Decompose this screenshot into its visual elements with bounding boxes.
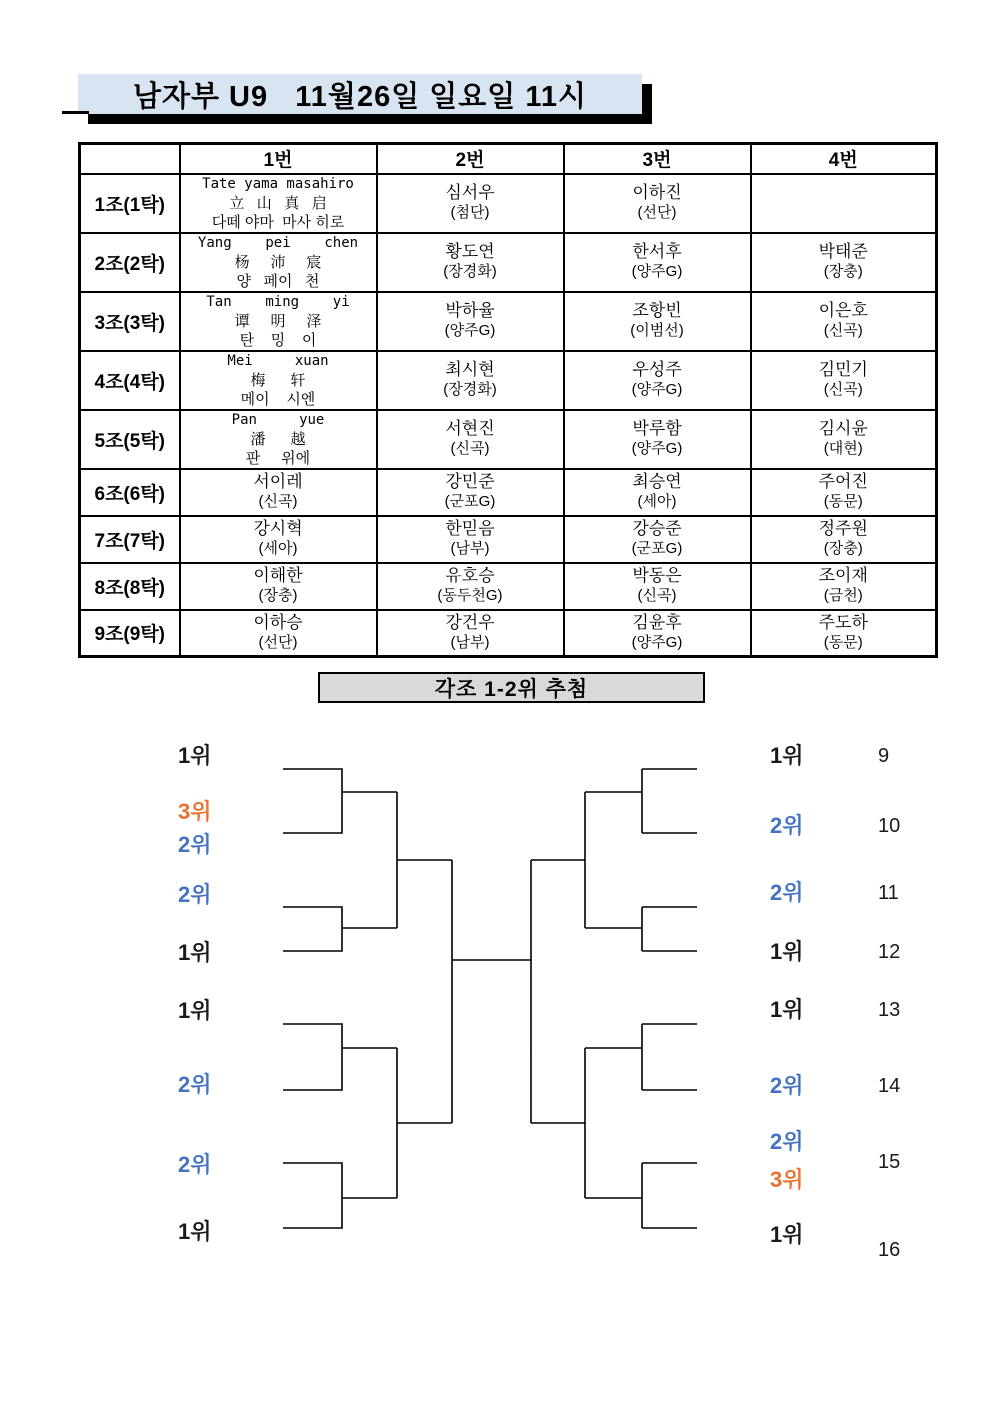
player-name: 立 山 真 启 — [229, 194, 327, 212]
player-name: 강민준 — [445, 472, 495, 492]
player-club: (선단) — [258, 633, 298, 651]
player-name: Mei xuan — [227, 352, 329, 369]
player-club: (대현) — [823, 440, 863, 458]
player-name: 다떼 야마 마사 히로 — [211, 213, 345, 231]
player-club: (군포G) — [444, 493, 496, 511]
player-name: 조이재 — [818, 566, 868, 586]
player-club: (동문) — [823, 493, 863, 511]
player-name: 박루함 — [632, 419, 682, 439]
player-name: 판 위에 — [245, 449, 311, 467]
player-name: 한서후 — [632, 242, 682, 262]
player-name: 유호승 — [445, 566, 495, 586]
seed-label: 1위 — [178, 940, 212, 965]
player-name: 탄 밍 이 — [239, 331, 317, 349]
player-name: 杨 沛 宸 — [234, 253, 322, 271]
slot-number: 9 — [878, 745, 890, 767]
player-club: (첨단) — [450, 204, 490, 222]
player-club: (양주G) — [631, 440, 683, 458]
player-club: (세아) — [637, 493, 677, 511]
seed-label: 3위 — [178, 799, 212, 824]
player-name: 황도연 — [445, 242, 495, 262]
group-label: 3조(3탁) — [80, 292, 180, 351]
column-header: 3번 — [564, 144, 751, 174]
slot-number: 13 — [878, 999, 901, 1021]
player-name: 조항빈 — [632, 301, 682, 321]
player-name: 강건우 — [445, 613, 495, 633]
seed-label: 2위 — [178, 1072, 212, 1097]
player-name: 이하진 — [632, 183, 682, 203]
player-name: 박하율 — [445, 301, 495, 321]
player-name: 주도하 — [818, 613, 868, 633]
bracket-heading: 각조 1-2위 추첨 — [318, 672, 705, 703]
group-label: 8조(8탁) — [80, 563, 180, 610]
player-club: (장충) — [823, 263, 863, 281]
player-club: (장경화) — [443, 263, 497, 281]
player-name: 이해한 — [253, 566, 303, 586]
slot-number: 14 — [878, 1075, 901, 1097]
seed-label: 1위 — [770, 743, 804, 768]
player-name: 최시현 — [445, 360, 495, 380]
player-club: (신곡) — [637, 587, 677, 605]
column-header: 4번 — [751, 144, 937, 174]
group-label: 1조(1탁) — [80, 174, 180, 233]
seed-label: 2위 — [770, 1129, 804, 1154]
seed-label: 2위 — [178, 882, 212, 907]
seed-label: 2위 — [770, 1073, 804, 1098]
player-club: (세아) — [258, 540, 298, 558]
player-name: Tate yama masahiro — [202, 175, 354, 192]
player-club: (장충) — [258, 587, 298, 605]
seed-label: 2위 — [770, 813, 804, 838]
player-name: 양 페이 천 — [236, 272, 320, 290]
seed-label: 2위 — [770, 880, 804, 905]
slot-number: 16 — [878, 1239, 901, 1261]
player-name: 박태준 — [818, 242, 868, 262]
seed-label: 2위 — [178, 832, 212, 857]
group-label: 9조(9탁) — [80, 610, 180, 657]
player-name: 강시혁 — [253, 519, 303, 539]
player-name: 谭 明 泽 — [234, 312, 322, 330]
group-label: 7조(7탁) — [80, 516, 180, 563]
group-label: 2조(2탁) — [80, 233, 180, 292]
seed-label: 1위 — [178, 1219, 212, 1244]
player-club: (남부) — [450, 633, 490, 651]
player-name: 메이 시엔 — [240, 390, 316, 408]
seed-label: 1위 — [770, 939, 804, 964]
column-header: 2번 — [377, 144, 564, 174]
seed-label: 1위 — [770, 997, 804, 1022]
player-name: 정주원 — [818, 519, 868, 539]
player-name: 심서우 — [445, 183, 495, 203]
player-club: (신곡) — [258, 493, 298, 511]
player-club: (양주G) — [631, 381, 683, 399]
player-club: (양주G) — [444, 322, 496, 340]
seed-label: 1위 — [178, 743, 212, 768]
player-club: (신곡) — [823, 322, 863, 340]
player-name: 박동은 — [632, 566, 682, 586]
slot-number: 10 — [878, 815, 901, 837]
player-name: 서현진 — [445, 419, 495, 439]
player-club: (동문) — [823, 633, 863, 651]
page-title: 남자부 U9 11월26일 일요일 11시 — [132, 80, 588, 113]
player-name: Tan ming yi — [206, 293, 350, 310]
player-name: 이은호 — [818, 301, 868, 321]
player-club: (신곡) — [450, 440, 490, 458]
player-name: 우성주 — [632, 360, 682, 380]
player-club: (장충) — [823, 540, 863, 558]
player-name: 최승연 — [632, 472, 682, 492]
group-label: 5조(5탁) — [80, 410, 180, 469]
group-label: 4조(4탁) — [80, 351, 180, 410]
player-club: (양주G) — [631, 633, 683, 651]
column-header: 1번 — [180, 144, 377, 174]
seed-label: 1위 — [770, 1222, 804, 1247]
player-name: 김윤후 — [632, 613, 682, 633]
player-club: (동두천G) — [437, 587, 503, 605]
player-name: 김시윤 — [818, 419, 868, 439]
player-club: (군포G) — [631, 540, 683, 558]
slot-number: 11 — [878, 882, 899, 904]
player-name: 강승준 — [632, 519, 682, 539]
player-name: 서이레 — [253, 472, 303, 492]
seed-label: 3위 — [770, 1167, 804, 1192]
slot-number: 15 — [878, 1151, 901, 1173]
player-club: (남부) — [450, 540, 490, 558]
player-club: (이범선) — [630, 322, 684, 340]
player-name: 주어진 — [818, 472, 868, 492]
player-club: (신곡) — [823, 381, 863, 399]
player-name: Pan yue — [231, 411, 325, 428]
player-name: Yang pei chen — [197, 234, 359, 251]
player-name: 한믿음 — [445, 519, 495, 539]
group-label: 6조(6탁) — [80, 469, 180, 516]
player-club: (금천) — [823, 587, 863, 605]
player-name: 김민기 — [818, 360, 868, 380]
player-club: (선단) — [637, 204, 677, 222]
player-name: 梅 轩 — [250, 371, 306, 389]
player-name: 이하승 — [253, 613, 303, 633]
seed-label: 1위 — [178, 998, 212, 1023]
seed-label: 2위 — [178, 1152, 212, 1177]
player-club: (장경화) — [443, 381, 497, 399]
slot-number: 12 — [878, 941, 901, 963]
player-name: 潘 越 — [250, 430, 306, 448]
player-club: (양주G) — [631, 263, 683, 281]
